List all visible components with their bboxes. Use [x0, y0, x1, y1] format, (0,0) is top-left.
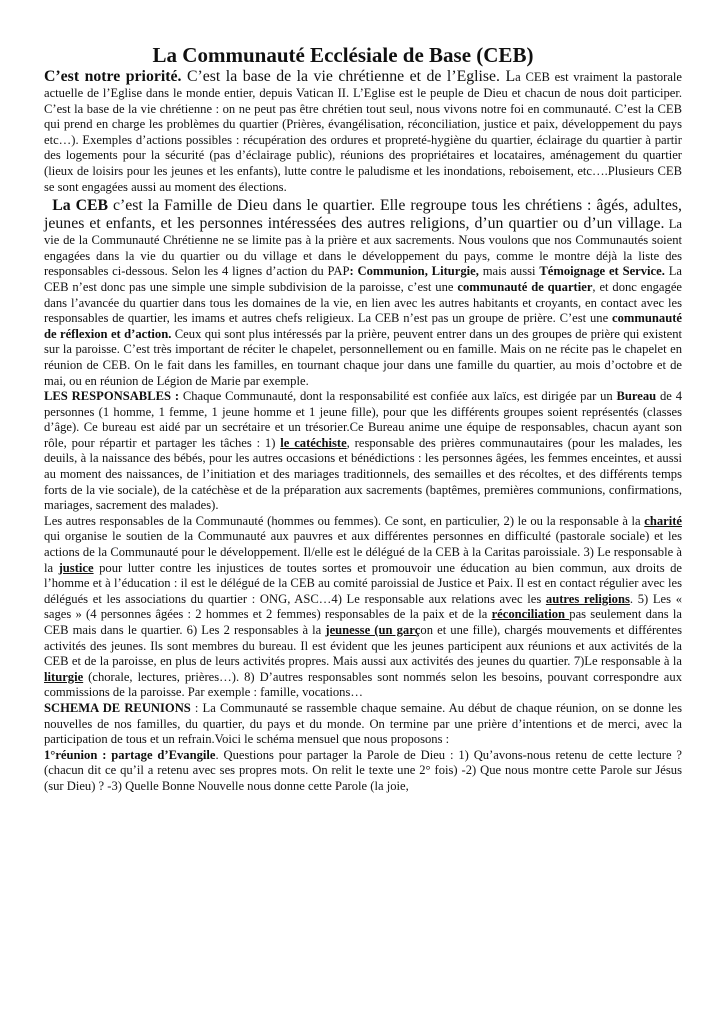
- other-body-7: (chorale, lectures, prières…). 8) D’autres responsables sont nommés selon les besoins, pouvant correspondre aux commissions de la paroisse. Par exemple : famille, vocations…: [44, 669, 682, 700]
- responsables-body-3: , responsable des prières communautaires (pour les malades, les deuils, à la naissance des bébés, pour les autres occasions et bénédictions : les personnes âgées, les femmes enceintes, et aussi au moment des naissances, de l’initiation et des mariages traditionnels, des semailles et des récoltes, et des différents temps forts de la vie sociale), de la catéchèse et de la préparation aux sacrements (baptêmes, premières communions, confirmations, mariages, sacrement des malades).: [44, 435, 682, 513]
- other-justice: justice: [58, 560, 94, 575]
- family-body-1: La vie de la Communauté Chrétienne ne se limite pas à la prière et aux sacrements. Nous voulons que nos Communautés soient engagées dans la vie du quartier ou du village et dans le développement du pays, comme le montre déjà la liste des responsables ci-dessous. Selon les 4 lignes d’action du PAP: [44, 217, 682, 279]
- other-body-1: Les autres responsables de la Communauté (hommes ou femmes). Ce sont, en particulier, 2) le ou la responsable à la: [44, 513, 645, 528]
- paragraph-schema: [44, 701, 682, 748]
- other-body-6: on et une fille), chargés mouvements et différentes activités des jeunes. Ils sont membres du bureau. Il est évident que les jeunes participent aux réunions et aux activités de la CEB et de la paroisse, en plus de leurs activités propres. Mais aussi aux activités des jeunes du quartier. 7)Le responsable à la: [44, 623, 683, 669]
- paragraph-family: [44, 197, 682, 389]
- family-lead-text: c’est la Famille de Dieu dans le quartier. Elle regroupe tous les chrétiens : âgés, adultes, jeunes et enfants, et les personnes intéressées des autres religions, d’un quartier ou d’un village.: [44, 197, 682, 233]
- family-bold-3: communauté de quartier: [457, 279, 593, 294]
- priority-lead: C’est notre priorité.: [44, 68, 182, 85]
- priority-lead-text: C’est la base de la vie chrétienne et de l’Eglise. L: [181, 68, 516, 85]
- other-religions: autres religions: [545, 591, 630, 606]
- family-body-5: Ceux qui sont plus intéressés par la prière, peuvent entrer dans un des groupes de prière qui existent sur la paroisse. C’est très important de réciter le chapelet, personnellement ou en famille. Mais on ne récite pas le chapelet en réunion de CEB. On le fait dans les familles, en tournant chaque jour dans une famille du quartier, au mois d’octobre et de mai, ou en réunion de Légion de Marie par exemple.: [44, 326, 682, 388]
- family-bold-4: communauté de réflexion et d’action.: [44, 311, 682, 341]
- family-body-4: , et donc engagée dans l’avancée du quartier dans tous les domaines de la vie, en lien avec les autres habitants et croyants, en contact avec les responsables de quartier, les imams et autres chefs religieux. La CEB n’est pas un groupe de prière. C’est une: [44, 279, 682, 326]
- document-title: La Communauté Ecclésiale de Base (CEB): [152, 43, 534, 67]
- responsables-body-2: de 4 personnes (1 homme, 1 femme, 1 jeune homme et 1 jeune fille), pour que les différents groupes soient représentés (classes d’âge). Ce bureau est aidé par un secrétaire et un trésorier.Ce Bureau anime une équipe de responsables, chacun ayant son rôle, pour répartir et partager les tâches : 1): [44, 389, 682, 450]
- other-body-2: qui organise le soutien de la Communauté aux pauvres et aux différentes personnes en difficulté (pastorale sociale) et les actions de la Communauté pour le développement. Il/elle est le délégué de la CEB à la Caritas paroissiale. 3) Le responsable à la: [44, 529, 682, 575]
- family-body-3: La CEB n’est donc pas une simple une simple subdivision de la paroisse, c’est une: [44, 264, 682, 294]
- family-bold-2: Témoignage et Service.: [539, 264, 665, 279]
- other-jeunesse: jeunesse (un garç: [325, 623, 421, 637]
- paragraph-priority: [44, 68, 682, 195]
- responsables-body-1: Chaque Communauté, dont la responsabilité est confiée aux laïcs, est dirigée par un: [179, 389, 617, 404]
- priority-body: a CEB est vraiment la pastorale actuelle de l’Eglise dans le monde entier, depuis Vatican II. L’Eglise est le peuple de Dieu et chacun de nous doit participer. C’est la base de la vie chrétienne : on ne peut pas être chrétien tout seul, nous vivons notre foi en communauté. C’est la CEB qui prend en charge les problèmes du quartier (Prières, évangélisation, réconciliation, justice et paix, développement du pays etc…). Exemples d’actions possibles : récupération des ordures et propreté-hygiène du quartier, éclairage du quartier à partir des logements pour la sécurité (pas d’éclairage public), réunions des propriétaires et locataires, aménagement du quartier (lieux de loisirs pour les jeunes et les enfants), lutte contre le paludisme et les inondations, reboisement, etc….Plusieurs CEB se sont engagées aussi au moment des élections.: [44, 70, 683, 194]
- responsables-underline-1: le catéchiste: [280, 435, 347, 450]
- other-body-3: pour lutter contre les injustices de toutes sortes et promouvoir une éducation au bien commun, aux droits de l’homme et à l’éducation : il est le délégué de la CEB au comité paroissial de Justice et Paix. Il est en contact régulier avec les délégués et les associations du quartier : ONG, ASC…4) Le responsable aux relations avec les: [44, 560, 682, 606]
- other-charite: charité: [644, 513, 682, 528]
- other-reconciliation: réconciliation: [491, 607, 570, 622]
- other-body-5: pas seulement dans la CEB mais dans le quartier. 6) Les 2 responsables à la: [44, 607, 682, 637]
- responsables-heading: LES RESPONSABLES :: [44, 389, 180, 404]
- family-lead: La CEB: [52, 197, 109, 215]
- paragraph-other-responsables: [44, 514, 682, 701]
- schema-body: : La Communauté se rassemble chaque semaine. Au début de chaque réunion, on se donne les nouvelles de nos familles, du quartier, du pays et du monde. On termine par une prière d’intentions et de merci, avec la participation de tous et un refrain.Voici le schéma mensuel que nous proposons :: [44, 700, 683, 747]
- family-body-2: mais aussi: [478, 264, 540, 279]
- family-bold-1: : Communion, Liturgie,: [349, 264, 479, 279]
- paragraph-first-meeting: [44, 748, 682, 795]
- responsables-bold-1: Bureau: [616, 389, 657, 404]
- other-body-4: . 5) Les « sages » (4 personnes âgées : 2 hommes et 2 femmes) responsables de la paix et de la: [44, 591, 682, 622]
- first-meeting-body: . Questions pour partager la Parole de Dieu : 1) Qu’avons-nous retenu de cette lecture ? (chacun dit ce qu’il a retenu avec ses propres mots. On relit le texte une 2° fois) -2) Que nous montre cette Parole sur Jésus (sur Dieu) ? -3) Quelle Bonne Nouvelle nous donne cette Parole (la joie,: [44, 747, 683, 793]
- paragraph-responsables: [44, 389, 682, 514]
- first-meeting-heading: 1°réunion : partage d’Evangile: [44, 747, 216, 762]
- other-liturgie: liturgie: [44, 669, 84, 684]
- schema-heading: SCHEMA DE REUNIONS: [44, 700, 191, 715]
